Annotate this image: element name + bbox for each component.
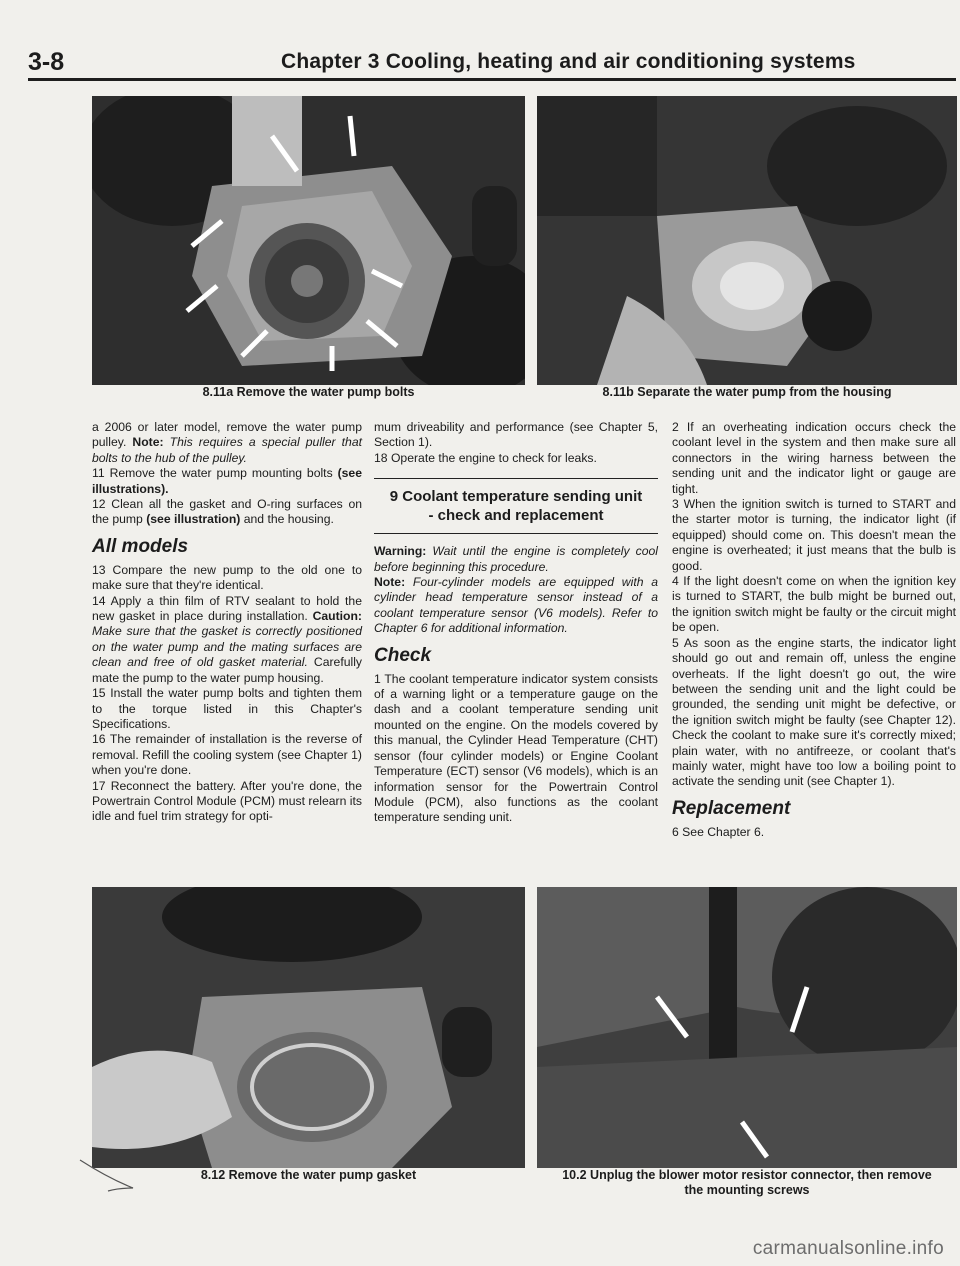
text-column-2 [374,420,658,826]
subheading-replacement: Replacement [672,797,791,819]
caption-10-2: 10.2 Unplug the blower motor resistor connector, then remove the mounting screws [562,1168,932,1197]
text-column-3 [672,420,956,840]
paragraph-10-continued: a 2006 or later model, remove the water pump pulley. Note: This requires a special puller that bolts to the hub of the pulley. [92,420,362,465]
paragraph-17: 17 Reconnect the battery. After you're done, the Powertrain Control Module (PCM) must relearn its idle and fuel trim strategy for opti- [92,778,362,824]
warning-paragraph: Warning: Wait until the engine is completely cool before beginning this procedure. [374,544,658,574]
chapter-title: Chapter 3 Cooling, heating and air conditioning systems [281,50,856,73]
paragraph-15: 15 Install the water pump bolts and tighten them to the torque listed in this Chapter's Specifications. [92,686,362,731]
subheading-check: Check [374,644,432,666]
page-header [28,48,956,82]
paragraph-check-2: 2 If an overheating indication occurs check the coolant level in the system and then make sure all connectors in the wiring harness between the sending unit and the indicator light or gauge are tight. [672,420,956,496]
paragraph-replacement-6: 6 See Chapter 6. [672,824,765,839]
watermark: carmanualsonline.info [752,1238,944,1259]
paragraph-17-continued: mum driveability and performance (see Chapter 5, Section 1). [374,420,658,450]
page-number: 3-8 [28,48,65,76]
paragraph-11: 11 Remove the water pump mounting bolts (see illustrations). [92,466,362,496]
pen-scribble [78,1158,148,1194]
note-paragraph: Note: Four-cylinder models are equipped with a cylinder head temperature sensor instead of a coolant temperature sensor (V6 models). Refer to Chapter 6 for additional information. [374,575,658,636]
subheading-all-models: All models [92,535,189,557]
paragraph-13: 13 Compare the new pump to the old one to make sure that they're identical. [92,562,362,593]
photo-8-11a-water-pump-bolts [92,96,525,385]
paragraph-18: 18 Operate the engine to check for leaks. [374,450,597,465]
section-9-heading: 9 Coolant temperature sending unit - check and replacement [374,478,658,534]
paragraph-14: 14 Apply a thin film of RTV sealant to hold the new gasket in place during installation. Caution: Make sure that the gasket is correctly positioned on the water pump and the mating surfaces are clean and free of old gasket material. Carefully mate the pump to the water pump housing. [92,593,363,685]
photo-10-2-blower-motor-resistor [537,887,957,1168]
paragraph-12: 12 Clean all the gasket and O-ring surfaces on the pump (see illustration) and the housing. [92,497,362,527]
paragraph-16: 16 The remainder of installation is the reverse of removal. Refill the cooling system (see Chapter 1) when you're done. [92,732,362,778]
text-column-1 [92,420,362,825]
paragraph-check-3: 3 When the ignition switch is turned to START and the starter motor is turning, the indicator light (if equipped) should come on. This doesn't mean the engine is overheated; it just means that the bulb is good. [672,497,956,573]
header-rule [28,78,956,81]
paragraph-check-5: 5 As soon as the engine starts, the indicator light should go out and remain off, unless the engine overheats. If the light doesn't go out, the wire between the sending unit and the light could be grounded, the sending unit might be defective, or the ignition switch might be faulty (see Chapter 12). Check the coolant to make sure it's correctly mixed; plain water, with no antifreeze, or coolant that's mainly water, might have too low a boiling point to activate the sending unit (see Chapter 1). [672,635,956,789]
caption-8-12: 8.12 Remove the water pump gasket [200,1168,417,1182]
photo-8-12-water-pump-gasket [92,887,525,1168]
photo-8-11b-separate-water-pump [537,96,957,385]
paragraph-check-1: 1 The coolant temperature indicator system consists of a warning light or a temperature gauge on the dash and a coolant temperature sending unit mounted on the engine. On the models covered by this manual, the Cylinder Head Temperature (CHT) sensor (four cylinder models) or Engine Coolant Temperature (ECT) sensor (V6 models), which is an information sensor for the Powertrain Control Module (PCM), also functions as the coolant temperature sending unit. [374,671,658,825]
caption-8-11b: 8.11b Separate the water pump from the housing [602,385,892,399]
paragraph-check-4: 4 If the light doesn't come on when the ignition key is turned to START, the bulb might be burned out, the ignition switch might be faulty or the circuit might be open. [672,574,956,635]
caption-8-11a: 8.11a Remove the water pump bolts [202,385,415,399]
